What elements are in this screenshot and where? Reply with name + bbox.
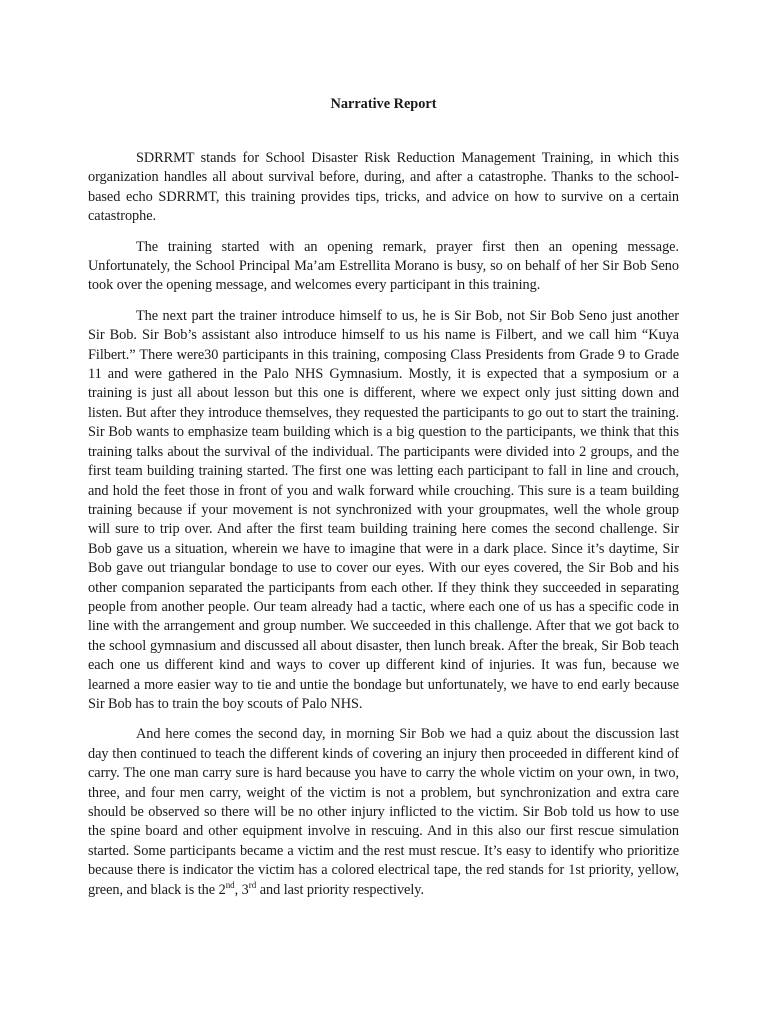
paragraph-second-day-main: And here comes the second day, in morning Sir Bob we had a quiz about the discussion last day then continued to teach the different kinds of covering an injury then proceeded in different kind of carry. The one man carry sure is hard because you have to carry the whole victim on your own, in two, three, and four men carry, weight of the victim is not a problem, but synchronization and extra care should be observed so there will be no other injury inflicted to the victim. Sir Bob told us how to use the spine board and other equipment involve in rescuing. And in this also our first rescue simulation started. Some participants became a victim and the rest must rescue. It’s easy to identify who prioritize because there is indicator the victim has a colored electrical tape, the red stands for 1st priority, yellow, green, and black is the 2 (88, 726, 679, 898)
paragraph-intro: SDRRMT stands for School Disaster Risk Reduction Management Training, in which this organization handles all about survival before, during, and after a catastrophe. Thanks to the school-based echo SDRRMT, this training provides tips, tricks, and advice on how to survive on a certain catastrophe. (88, 150, 679, 225)
superscript-nd: nd (225, 879, 235, 890)
paragraph-first-day: The next part the trainer introduce himself to us, he is Sir Bob, not Sir Bob Seno just another Sir Bob. Sir Bob’s assistant also introduce himself to us his name is Filbert, and we call him “Kuya Filbert.” There were30 participants in this training, composing Class Presidents from Grade 9 to Grade 11 and were gathered in the Palo NHS Gymnasium. Mostly, it is expected that a symposium or a training is just all about lesson but this one is different, where we expect only just sitting down and listen. But after they introduce themselves, they requested the participants to go out to start the training. Sir Bob wants to emphasize team building which is a big question to the participants, we think that this training talks about the survival of the individual. The participants were divided into 2 groups, and the first team building training started. The first one was letting each participant to fall in line and crouch, and hold the feet those in front of you and walk forward while crouching. This sure is a team building training because if your movement is not synchronized with your groupmates, well the whole group will sure to trip over. And after the first team building training here comes the second challenge. Sir Bob gave us a situation, wherein we have to imagine that were in a dark place. Since it’s daytime, Sir Bob gave out triangular bondage to use to cover our eyes. With our eyes covered, the Sir Bob and his other companion separated the participants from each other. If they think they succeeded in separating people from another people. Our team already had a tactic, where each one of us has a specific code in line with the arrangement and group number. We succeeded in this challenge. After that we got back to the school gymnasium and discussed all about disaster, then lunch break. After the break, Sir Bob teach each one us different kind and ways to cover up different kind of injuries. It was fun, because we learned a more easier way to tie and untie the bondage but unfortunately, we have to end early because Sir Bob has to train the boy scouts of Palo NHS. (88, 307, 679, 712)
superscript-rd: rd (248, 879, 257, 890)
document-title: Narrative Report (330, 96, 437, 112)
paragraph-second-day-end: and last priority respectively. (256, 881, 424, 898)
paragraph-second-day-mid: , 3 (234, 881, 249, 898)
paragraph-opening: The training started with an opening remark, prayer first then an opening message. Unfortunately, the School Principal Ma’am Estrellita Morano is busy, so on behalf of her Sir Bob Seno took over the opening message, and welcomes every participant in this training. (88, 238, 679, 294)
document-page (88, 95, 679, 911)
paragraph-second-day (88, 725, 679, 900)
